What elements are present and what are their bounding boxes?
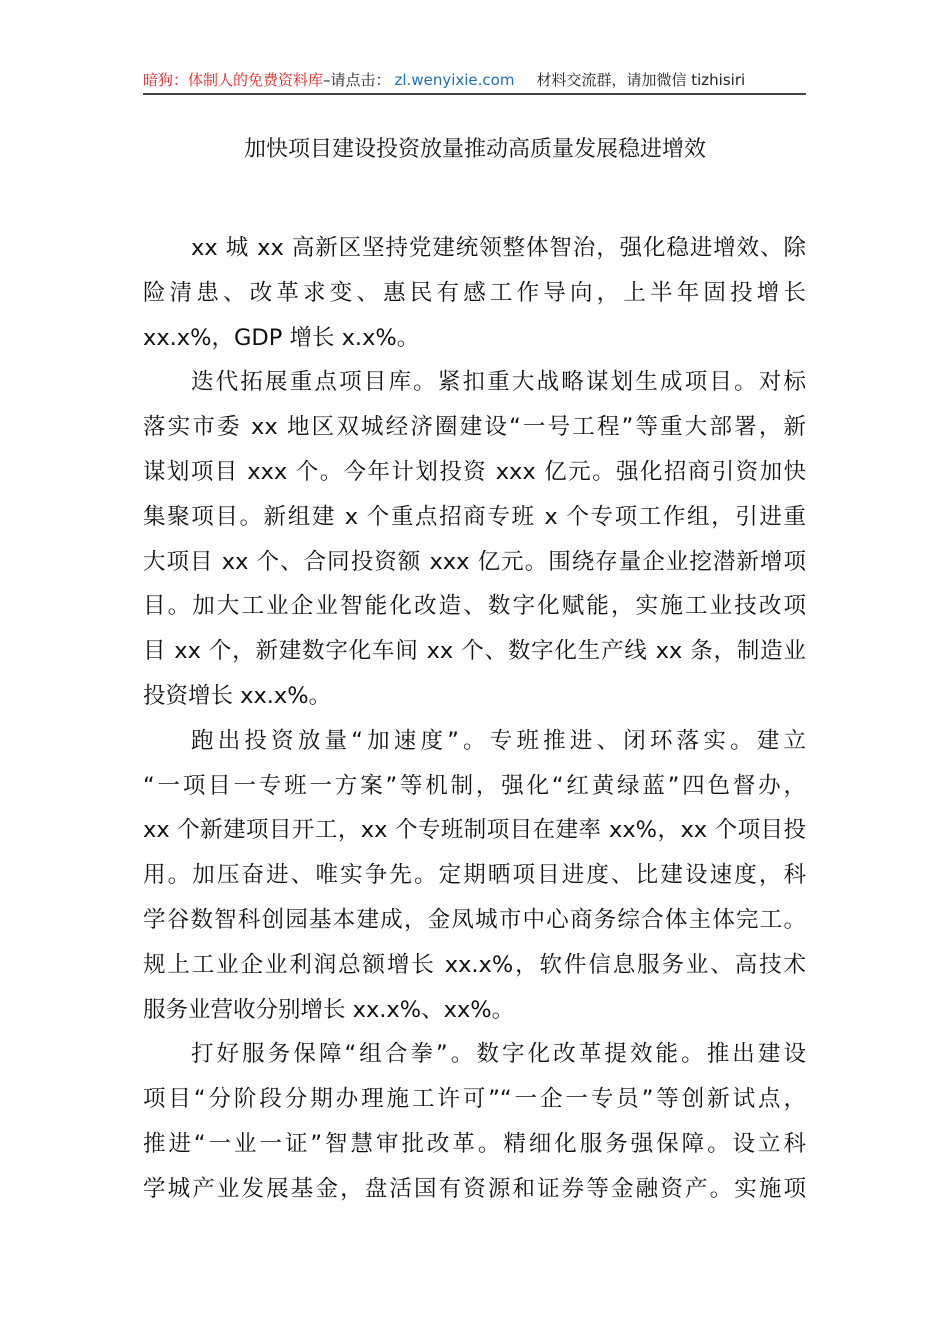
paragraph-line: xx 个新建项目开工，xx 个专班制项目在建率 xx%，xx 个项目投 [143, 817, 806, 844]
paragraph-line: 大项目 xx 个、合同投资额 xxx 亿元。围绕存量企业挖潜新增项 [143, 548, 806, 575]
paragraph-line: 推进“一业一证”智慧审批改革。精细化服务强保障。设立科 [143, 1130, 806, 1157]
paragraph-line: 项目“分阶段分期办理施工许可”“一企一专员”等创新试点， [143, 1086, 806, 1113]
paragraph-line: 跑出投资放量“加速度”。专班推进、闭环落实。建立 [191, 727, 806, 754]
paragraph-line: xx 城 xx 高新区坚持党建统领整体智治，强化稳进增效、除 [191, 235, 806, 261]
paragraph-line: 用。加压奋进、唯实争先。定期晒项目进度、比建设速度，科 [143, 862, 806, 889]
paragraph-line: 服务业营收分别增长 xx.x%、xx%。 [143, 996, 515, 1023]
paragraph-line: 落实市委 xx 地区双城经济圈建设“一号工程”等重大部署，新 [143, 414, 806, 441]
website-link[interactable]: zl.wenyixie.com [394, 71, 515, 89]
click-prefix: –请点击： [323, 71, 391, 89]
paragraph-line: 谋划项目 xxx 个。今年计划投资 xxx 亿元。强化招商引资加快 [143, 458, 806, 485]
group-contact: 材料交流群，请加微信 tizhisiri [536, 71, 746, 89]
paragraph-line: 学谷数智科创园基本建成，金凤城市中心商务综合体主体完工。 [143, 906, 806, 933]
paragraph-line: 险清患、改革求变、惠民有感工作导向，上半年固投增长 [143, 279, 806, 306]
paragraph-line: 目 xx 个，新建数字化车间 xx 个、数字化生产线 xx 条，制造业 [143, 638, 806, 665]
document-title: 加快项目建设投资放量推动高质量发展稳进增效 [243, 137, 706, 162]
header-divider [143, 93, 806, 95]
paragraph-line: 目。加大工业企业智能化改造、数字化赋能，实施工业技改项 [143, 593, 806, 620]
page-header [143, 68, 806, 92]
paragraph-line: xx.x%，GDP 增长 x.x%。 [143, 324, 420, 351]
document-body [143, 226, 806, 1212]
paragraph-line: 规上工业企业利润总额增长 xx.x%，软件信息服务业、高技术 [143, 951, 806, 978]
paragraph-line: 集聚项目。新组建 x 个重点招商专班 x 个专项工作组，引进重 [143, 503, 806, 530]
paragraph-line: 迭代拓展重点项目库。紧扣重大战略谋划生成项目。对标 [191, 369, 806, 396]
paragraph-line: “一项目一专班一方案”等机制，强化“红黄绿蓝”四色督办， [143, 772, 806, 799]
paragraph-line: 打好服务保障“组合拳”。数字化改革提效能。推出建设 [191, 1041, 806, 1068]
paragraph-line: 学城产业发展基金，盘活国有资源和证券等金融资产。实施项 [143, 1175, 806, 1202]
paragraph-line: 投资增长 xx.x%。 [143, 682, 332, 709]
promo-text: 暗狗：体制人的免费资料库 [143, 71, 324, 89]
